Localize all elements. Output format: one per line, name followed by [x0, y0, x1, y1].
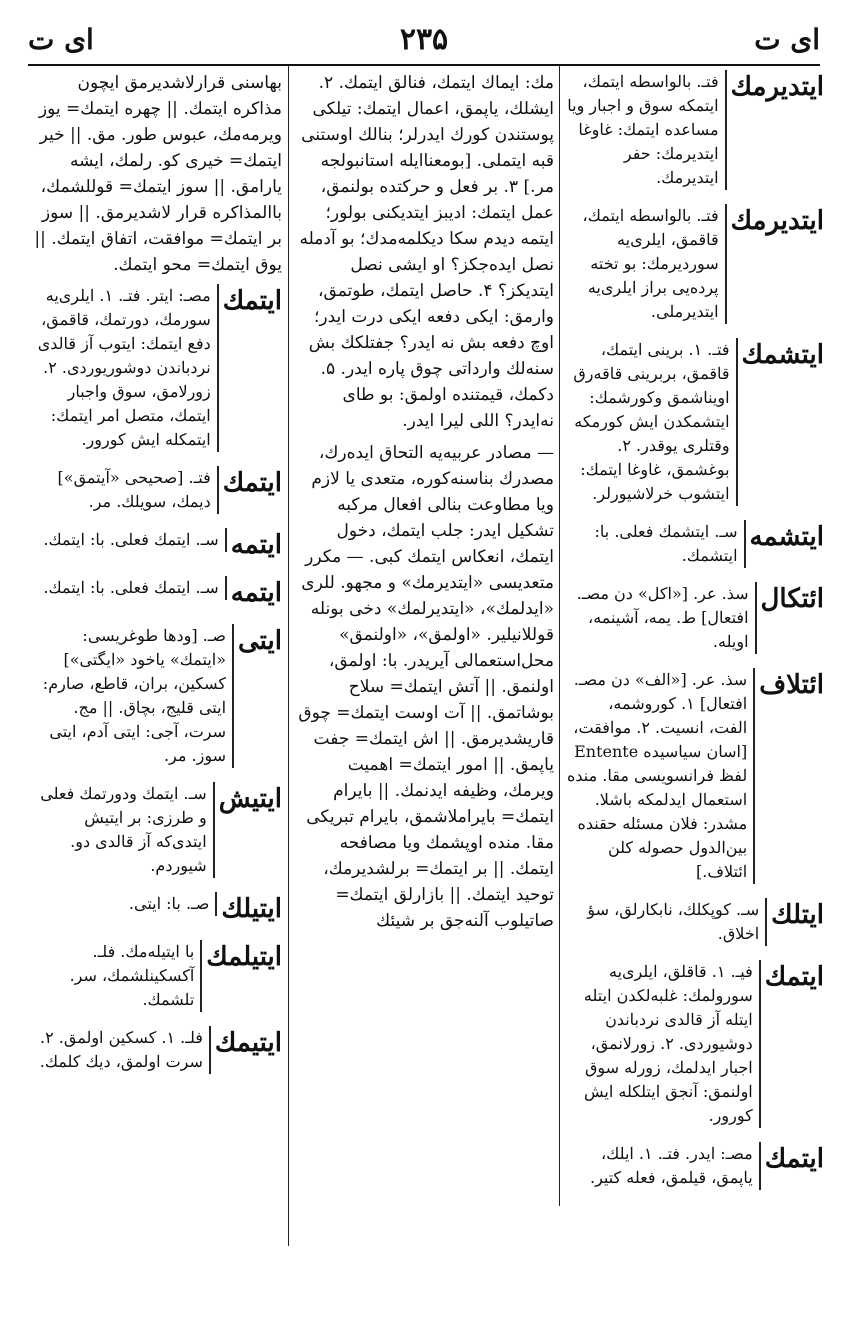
entry-continuation: مك: ایماك ایتمك، فنالق ایتمك. ۲. ایشلك، یاپمق، اعمال ایتمك: تیلكی پوستندن كورك ایدرلر؛ بنالك اوستنی قبه ایتملی. [بومعناایله استانبولجه مر.] ۳. بر فعل و حركتده بولنمق، عمل ایتمك: ادیبز ایتدیكنی بولور؛ ایتمه دیدم سكا دیكلمه‌مدك؛ بو آدمله نصل ایده‌جكز؟ او ایشی نصل ایتدیكز؟ ۴. حاصل ایتمك، طوتمق، وارمق: ایكی دفعه ایكی درت ایدر؛ اوچ دفعه بش نه ایدر؟ جفتلكك بش سنه‌لك وارداتی چوق پاره ایدر. ۵. دكمك، قیمتنده اولمق: بو طای نه‌ایدر؟ اللی لیرا ایدر.: [299, 73, 554, 431]
entry-headword: ایتیش: [218, 784, 282, 814]
dictionary-entry: [30, 624, 282, 768]
column-right: [566, 70, 824, 1230]
entry-definition: سـ. ایتمك فعلی. با: ایتمك.: [43, 576, 226, 600]
dictionary-entry: [566, 582, 824, 654]
entry-definition: صـ. با: ایتی.: [129, 892, 217, 916]
entry-definition: سـ. كوپكلك، نابكارلق، سؤ اخلاق.: [566, 898, 767, 946]
entry-headword: ایتشمك: [741, 340, 824, 370]
entry-headword: ایتمك: [764, 962, 824, 992]
column-middle: [296, 70, 554, 1270]
entry-headword: ایتلك: [771, 900, 824, 930]
dictionary-entry: [30, 284, 282, 452]
entry-headword: ایتمك: [764, 1144, 824, 1174]
dictionary-entry: [566, 668, 824, 884]
entry-headword: ایتمك: [222, 286, 282, 316]
entry-headword: ایتدیرمك: [730, 72, 824, 102]
running-head-right: ای ت: [754, 22, 820, 56]
entry-definition: سـ. ایتشمك فعلی. با: ایتشمك.: [566, 520, 746, 568]
page-number: ۲۳۵: [399, 21, 449, 57]
dictionary-entry: [30, 528, 282, 562]
dictionary-entry: [30, 576, 282, 610]
entry-definition: مصـ: ایدر. فتـ. ۱. ایلك، یاپمق، قیلمق، فعله كتیر.: [566, 1142, 761, 1190]
entry-headword: ایتمه: [230, 578, 282, 608]
entry-definition: فلـ. ۱. كسكین اولمق. ۲. سرت اولمق، دیك كلمك.: [30, 1026, 211, 1074]
column-divider: [288, 66, 289, 1246]
entry-definition: فتـ. بالواسطه ایتمك، ایتمكه سوق و اجبار ویا مساعده ایتمك: غاوغا ایتدیرمك: حفر ایتدیرمك.: [566, 70, 727, 190]
dictionary-entry: [30, 782, 282, 878]
dictionary-entry: [30, 940, 282, 1012]
entry-headword: ایتشمه: [749, 522, 824, 552]
entry-headword: ایتیلك: [221, 894, 282, 924]
entry-headword: ایتی: [238, 626, 282, 656]
running-head-left: ای ت: [28, 22, 94, 56]
dictionary-entry: [566, 960, 824, 1128]
dictionary-entry: [566, 898, 824, 946]
entry-definition: صـ. [ودها طوغریسی: «ایتمك» یاخود «ایگتی»] كسكین، بران، قاطع، صارم: ایتی قلیج، بچاق. || مج. سرت، آجی: ایتی آدم، ایتی سوز. مر.: [30, 624, 234, 768]
entry-headword: ائتكال: [760, 584, 824, 614]
dictionary-entry: [30, 466, 282, 514]
entry-definition: فتـ. بالواسطه ایتمك، قاقمق، ایلری‌یه سوردیرمك: بو تخته پرده‌یی براز ایلری‌یه ایتدیرملی.: [566, 204, 727, 324]
entry-definition: سذ. عر. [«الف» دن مصـ. افتعال] ۱. كوروشمه، الفت، انسیت. ۲. موافقت، [اسان سیاسیده Entente لفظ فرانسویسی مقا. منده استعمال ایدلمكه باشلا. مشدر: فلان مسئله حقنده بین‌الدول حصوله كلن ائتلاف.]: [566, 668, 755, 884]
dictionary-entry: [566, 1142, 824, 1190]
entry-definition: فتـ. [صحیحی «آیتمق»] دیمك، سویلك. مر.: [30, 466, 219, 514]
entry-continuation: بهاسنی قرارلاشدیرمق ایچون مذاكره ایتمك. || چهره ایتمك= یوز ویرمه‌مك، عبوس طور. مق. || خیر ایتمك= خیری كو. رلمك، ایشه یارامق. || سوز ایتمك= قوللشمك، باالمذاكره قرار لاشدیرمق. || سوز بر ایتمك= موافقت، اتفاق ایتمك. || یوق ایتمك= محو ایتمك.: [34, 73, 282, 275]
dictionary-entry: [30, 1026, 282, 1074]
entry-definition: سـ. ایتمك فعلی. با: ایتمك.: [43, 528, 226, 552]
dictionary-entry: [566, 204, 824, 324]
entry-headword: ایتدیرمك: [730, 206, 824, 236]
column-divider: [559, 66, 560, 1206]
entry-definition: با ایتیله‌مك. فلـ. آكسكینلشمك، سر. تلشمك.: [30, 940, 202, 1012]
entry-definition: مصـ: ایتر. فتـ. ۱. ایلری‌یه سورمك، دورتمك، قاقمق، دفع ایتمك: ایتوب آز قالدی نردباندن دوشوریوردی. ۲. زورلامق، سوق واجبار ایتمك، متصل امر ایتمك: ایتمكله ایش كورور.: [30, 284, 219, 452]
dictionary-entry: [566, 70, 824, 190]
entry-headword: ایتمه: [230, 530, 282, 560]
entry-headword: ائتلاف: [759, 670, 824, 700]
header-rule: [28, 64, 820, 66]
entry-headword: ایتیلمك: [206, 942, 282, 972]
entry-definition: فیـ. ۱. قاقلق، ایلری‌یه سورولمك: غلبه‌لكدن ایتله ایتله آز قالدی نردباندن دوشیوردی. ۲. زورلانمق، اجبار ایدلمك، زورله سوق اولنمق: آنجق ایتلكله ایش كورور.: [566, 960, 761, 1128]
entry-definition: سذ. عر. [«اكل» دن مصـ. افتعال] ط. یمه، آشینمه، اویله.: [566, 582, 757, 654]
page-header: [28, 14, 820, 64]
entry-note: — مصادر عربیه‌یه التحاق ایده‌رك، مصدرك بناسنه‌كوره، متعدی یا لازم ویا مطاوعت بنالی افعال مركبه تشكیل ایدر: جلب ایتمك، دخول ایتمك، انعكاس ایتمك كبی. — مكرر متعدیسی «ایتدیرمك» و مجهو. للری «ایدلمك»، «ایتدیرلمك» دخی بونله قوللانیلیر. «اولمق»، «اولنمق» محل‌استعمالی آیریدر. با: اولمق، اولنمق. || آتش ایتمك= سلاح بوشاتمق. || آت اوست ایتمك= چوق قاریشدیرمق. || اش ایتمك= جفت یاپمق. || امور ایتمك= اهمیت ویرمك، وظیفه ایدنمك. || بایرام ایتمك= بایراملاشمق، بایرام تبریكی مقا. منده اوپشمك ویا مصافحه ایتمك. || بر ایتمك= برلشدیرمك، توحید ایتمك. || بازارلق ایتمك= صاتیلوب آلنه‌جق بر شیئك: [298, 443, 554, 931]
entry-definition: فتـ. ۱. برینی ایتمك، قاقمق، بربرینی قاقه‌رق اویناشمق وكورشمك: ایتشمكدن ایش كورمكه وقتلری یوقدر. ۲. بوغشمق، غاوغا ایتمك: ایتشوب خرلاشیورلر.: [566, 338, 738, 506]
dictionary-entry: [566, 520, 824, 568]
entry-definition: سـ. ایتمك ودورتمك فعلی و طرزی: بر ایتیش ایتدی‌كه آز قالدی دو. شیوردم.: [30, 782, 215, 878]
dictionary-entry: [566, 338, 824, 506]
column-left: [30, 70, 282, 1270]
entry-headword: ایتیمك: [214, 1028, 282, 1058]
entry-headword: ایتمك: [222, 468, 282, 498]
dictionary-entry: [30, 892, 282, 926]
